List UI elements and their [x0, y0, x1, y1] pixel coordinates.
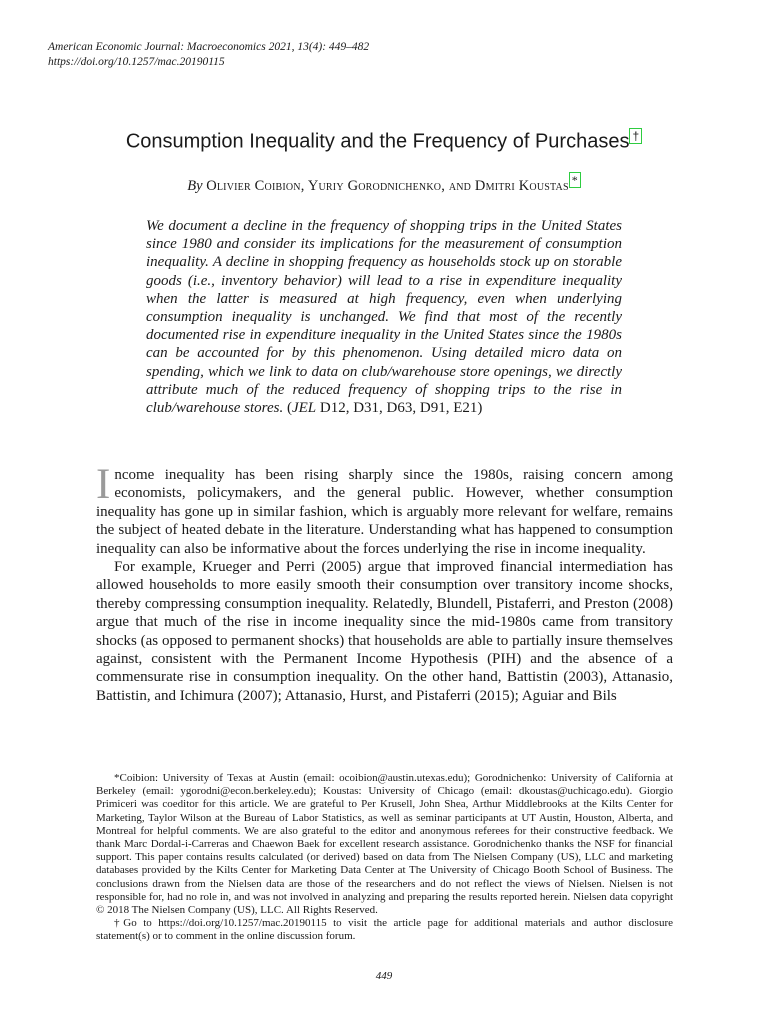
footnotes — [96, 772, 673, 944]
dropcap: I — [96, 461, 111, 508]
byline — [0, 172, 768, 195]
byline-authors: Olivier Coibion, Yuriy Gorodnichenko, and Dmitri Koustas — [206, 177, 569, 194]
author-footnote-link[interactable]: * — [569, 172, 581, 188]
title-footnote-link[interactable]: † — [629, 128, 642, 144]
jel-code-list: D12, D31, D63, D91, E21) — [319, 400, 483, 417]
jel-label: JEL — [291, 400, 317, 417]
paragraph-1-text: ncome inequality has been rising sharply since the 1980s, raising concern among economists, policymakers, and the general public. However, whether consumption inequality has gone up in similar fashion, which is arguably more relevant for welfare, remains the subject of heated debate in the literature. Understanding what has happened to consumption inequality can also be informative about the forces underlying the rise in income inequality. — [96, 467, 673, 557]
journal-header — [48, 40, 369, 70]
jel-codes — [287, 400, 482, 416]
body-paragraph-2: For example, Krueger and Perri (2005) argue that improved financial intermediation has allowed households to more easily smooth their consumption over transitory income shocks, thereby compressing consumption inequality. Relatedly, Blundell, Pistaferri, and Preston (2008) argue that much of the rise in income inequality since the mid-1980s came from transitory shocks (as opposed to permanent shocks) that households are able to partially insure themselves against, consistent with the Permanent Income Hypothesis (PIH) and the absence of a commensurate rise in consumption inequality. On the other hand, Battistin (2003), Attanasio, Battistin, and Ichimura (2007); Attanasio, Hurst, and Pistaferri (2015); Aguiar and Bils — [96, 559, 673, 704]
body-text — [96, 461, 673, 705]
jel-open: ( — [286, 400, 292, 417]
page-number: 449 — [375, 970, 393, 982]
doi-link[interactable]: https://doi.org/10.1257/mac.20190115 — [48, 56, 225, 68]
abstract — [146, 217, 622, 417]
footnote-article-page: †Go to https://doi.org/10.1257/mac.20190115 to visit the article page for additional materials and author disclosure statement(s) or to comment in the online discussion forum. — [96, 917, 673, 943]
body-paragraph-1 — [96, 461, 673, 558]
title-text: Consumption Inequality and the Frequency of Purchases — [125, 130, 630, 153]
page-title — [0, 128, 768, 154]
journal-citation: American Economic Journal: Macroeconomics 2021, 13(4): 449–482 — [48, 41, 370, 53]
footnote-authors: *Coibion: University of Texas at Austin (email: ocoibion@austin.utexas.edu); Gorodnichenko: University of California at Berkeley (email: ygorodni@econ.berkeley.edu); Koustas: University of Chicago (email: dkoustas@uchicago.edu). Giorgio Primiceri was coeditor for this article. We are grateful to Per Krusell, John Shea, Arthur Middlebrooks at the Kilts Center for Marketing, Taylor Wilson at the Bureau of Labor Statistics, as well as seminar participants at UT Austin, Houston, Alberta, and Montreal for helpful comments. We are also grateful to the editor and anonymous referees for their constructive feedback. We thank Marc Dordal-i-Carreras and Chaewon Baek for excellent research assistance. Gorodnichenko thanks the NSF for financial support. This paper contains results calculated (or derived) based on data from The Nielsen Company (US), LLC and marketing databases provided by the Kilts Center for Marketing Data Center at The University of Chicago Booth School of Business. The conclusions drawn from the Nielsen data are those of the researchers and do not reflect the views of Nielsen. Nielsen is not responsible for, had no role in, and was not involved in analyzing and preparing the results reported herein. Nielsen data copyright © 2018 The Nielsen Company (US), LLC. All Rights Reserved. — [96, 772, 673, 917]
abstract-text: We document a decline in the frequency of shopping trips in the United States since 1980 and consider its implications for the measurement of consumption inequality. A decline in shopping frequency as households stock up on storable goods (i.e., inventory behavior) will lead to a rise in expenditure inequality when the latter is measured at high frequency, even when underlying consumption inequality is unchanged. We find that most of the recently documented rise in expenditure inequality in the United States since the 1980s can be accounted for by this phenomenon. Using detailed micro data on spending, which we link to data on club/warehouse store openings, we directly attribute much of the reduced frequency of shopping trips to the rise in club/warehouse stores. — [146, 218, 622, 417]
byline-by: By — [187, 177, 203, 194]
